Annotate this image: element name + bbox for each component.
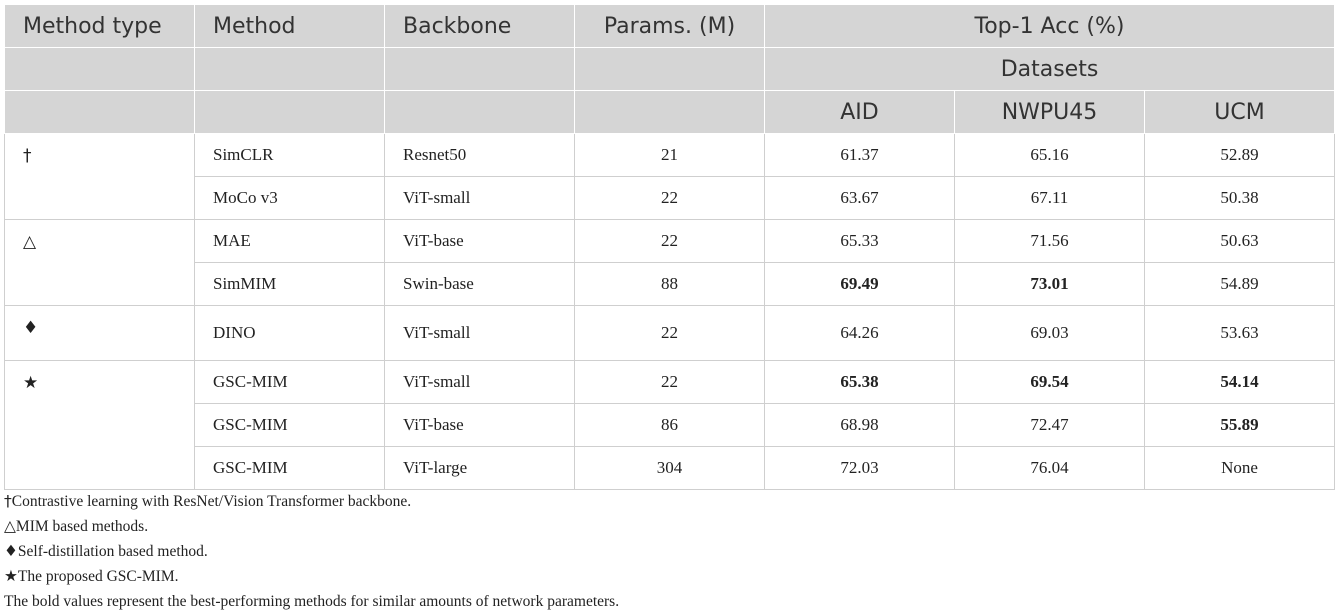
- params-cell: 22: [575, 220, 765, 263]
- table-row: [5, 263, 1335, 306]
- header-top1-acc: Top-1 Acc (%): [765, 5, 1335, 48]
- header-params: Params. (M): [575, 5, 765, 48]
- params-cell: 22: [575, 361, 765, 404]
- ucm-cell: 50.63: [1145, 220, 1335, 263]
- header-blank: [385, 91, 575, 134]
- backbone-cell: ViT-small: [385, 177, 575, 220]
- footnote-symbol: †: [4, 492, 12, 510]
- ucm-cell-bold: 55.89: [1145, 404, 1335, 447]
- header-blank: [575, 48, 765, 91]
- aid-cell: 64.26: [765, 306, 955, 361]
- footnote: [4, 539, 619, 564]
- footnote: [4, 489, 619, 514]
- footnote: [4, 589, 619, 614]
- nwpu-cell-bold: 73.01: [955, 263, 1145, 306]
- aid-cell: 68.98: [765, 404, 955, 447]
- method-type-symbol: △: [5, 220, 195, 306]
- backbone-cell: ViT-large: [385, 447, 575, 490]
- header-row-2: [5, 48, 1335, 91]
- footnote: [4, 514, 619, 539]
- aid-cell-bold: 65.38: [765, 361, 955, 404]
- table-row: [5, 361, 1335, 404]
- aid-cell-bold: 69.49: [765, 263, 955, 306]
- backbone-cell: Swin-base: [385, 263, 575, 306]
- header-blank: [195, 91, 385, 134]
- footnote-text: Contrastive learning with ResNet/Vision Transformer backbone.: [11, 493, 412, 510]
- table-row: [5, 404, 1335, 447]
- header-datasets: Datasets: [765, 48, 1335, 91]
- footnote-symbol: △: [4, 517, 16, 535]
- header-backbone: Backbone: [385, 5, 575, 48]
- params-cell: 21: [575, 134, 765, 177]
- nwpu-cell: 71.56: [955, 220, 1145, 263]
- aid-cell: 61.37: [765, 134, 955, 177]
- footnote-symbol: ♦: [4, 542, 18, 560]
- table-footnotes: [4, 489, 619, 614]
- method-cell: SimMIM: [195, 263, 385, 306]
- header-method: Method: [195, 5, 385, 48]
- method-cell: MAE: [195, 220, 385, 263]
- ucm-cell: 52.89: [1145, 134, 1335, 177]
- header-method-type: Method type: [5, 5, 195, 48]
- method-type-symbol: ♦: [5, 306, 195, 361]
- ucm-cell: None: [1145, 447, 1335, 490]
- header-aid: AID: [765, 91, 955, 134]
- params-cell: 88: [575, 263, 765, 306]
- method-cell: MoCo v3: [195, 177, 385, 220]
- method-cell: GSC-MIM: [195, 447, 385, 490]
- header-row-3: [5, 91, 1335, 134]
- results-table: [4, 4, 1335, 490]
- backbone-cell: ViT-small: [385, 361, 575, 404]
- method-cell: GSC-MIM: [195, 361, 385, 404]
- backbone-cell: ViT-base: [385, 220, 575, 263]
- header-row-1: [5, 5, 1335, 48]
- header-blank: [385, 48, 575, 91]
- header-nwpu45: NWPU45: [955, 91, 1145, 134]
- aid-cell: 65.33: [765, 220, 955, 263]
- ucm-cell: 54.89: [1145, 263, 1335, 306]
- footnote-text: Self-distillation based method.: [17, 543, 208, 560]
- method-type-symbol: †: [5, 134, 195, 220]
- nwpu-cell-bold: 69.54: [955, 361, 1145, 404]
- nwpu-cell: 69.03: [955, 306, 1145, 361]
- header-blank: [5, 48, 195, 91]
- table-row: [5, 134, 1335, 177]
- backbone-cell: Resnet50: [385, 134, 575, 177]
- nwpu-cell: 67.11: [955, 177, 1145, 220]
- nwpu-cell: 76.04: [955, 447, 1145, 490]
- method-type-symbol: ★: [5, 361, 195, 490]
- table-row: [5, 306, 1335, 361]
- ucm-cell: 53.63: [1145, 306, 1335, 361]
- table-row: [5, 447, 1335, 490]
- params-cell: 22: [575, 306, 765, 361]
- nwpu-cell: 65.16: [955, 134, 1145, 177]
- table-row: [5, 220, 1335, 263]
- aid-cell: 63.67: [765, 177, 955, 220]
- footnote-text: The proposed GSC-MIM.: [17, 568, 179, 585]
- header-blank: [5, 91, 195, 134]
- backbone-cell: ViT-small: [385, 306, 575, 361]
- params-cell: 86: [575, 404, 765, 447]
- params-cell: 304: [575, 447, 765, 490]
- nwpu-cell: 72.47: [955, 404, 1145, 447]
- header-ucm: UCM: [1145, 91, 1335, 134]
- aid-cell: 72.03: [765, 447, 955, 490]
- header-blank: [195, 48, 385, 91]
- ucm-cell-bold: 54.14: [1145, 361, 1335, 404]
- footnote-symbol: ★: [4, 567, 18, 585]
- footnote: [4, 564, 619, 589]
- method-cell: GSC-MIM: [195, 404, 385, 447]
- method-cell: DINO: [195, 306, 385, 361]
- header-blank: [575, 91, 765, 134]
- footnote-text: MIM based methods.: [15, 518, 149, 535]
- table-row: [5, 177, 1335, 220]
- method-cell: SimCLR: [195, 134, 385, 177]
- backbone-cell: ViT-base: [385, 404, 575, 447]
- results-table-container: [4, 4, 1334, 490]
- ucm-cell: 50.38: [1145, 177, 1335, 220]
- footnote-text: The bold values represent the best-performing methods for similar amounts of network parameters.: [4, 593, 620, 610]
- params-cell: 22: [575, 177, 765, 220]
